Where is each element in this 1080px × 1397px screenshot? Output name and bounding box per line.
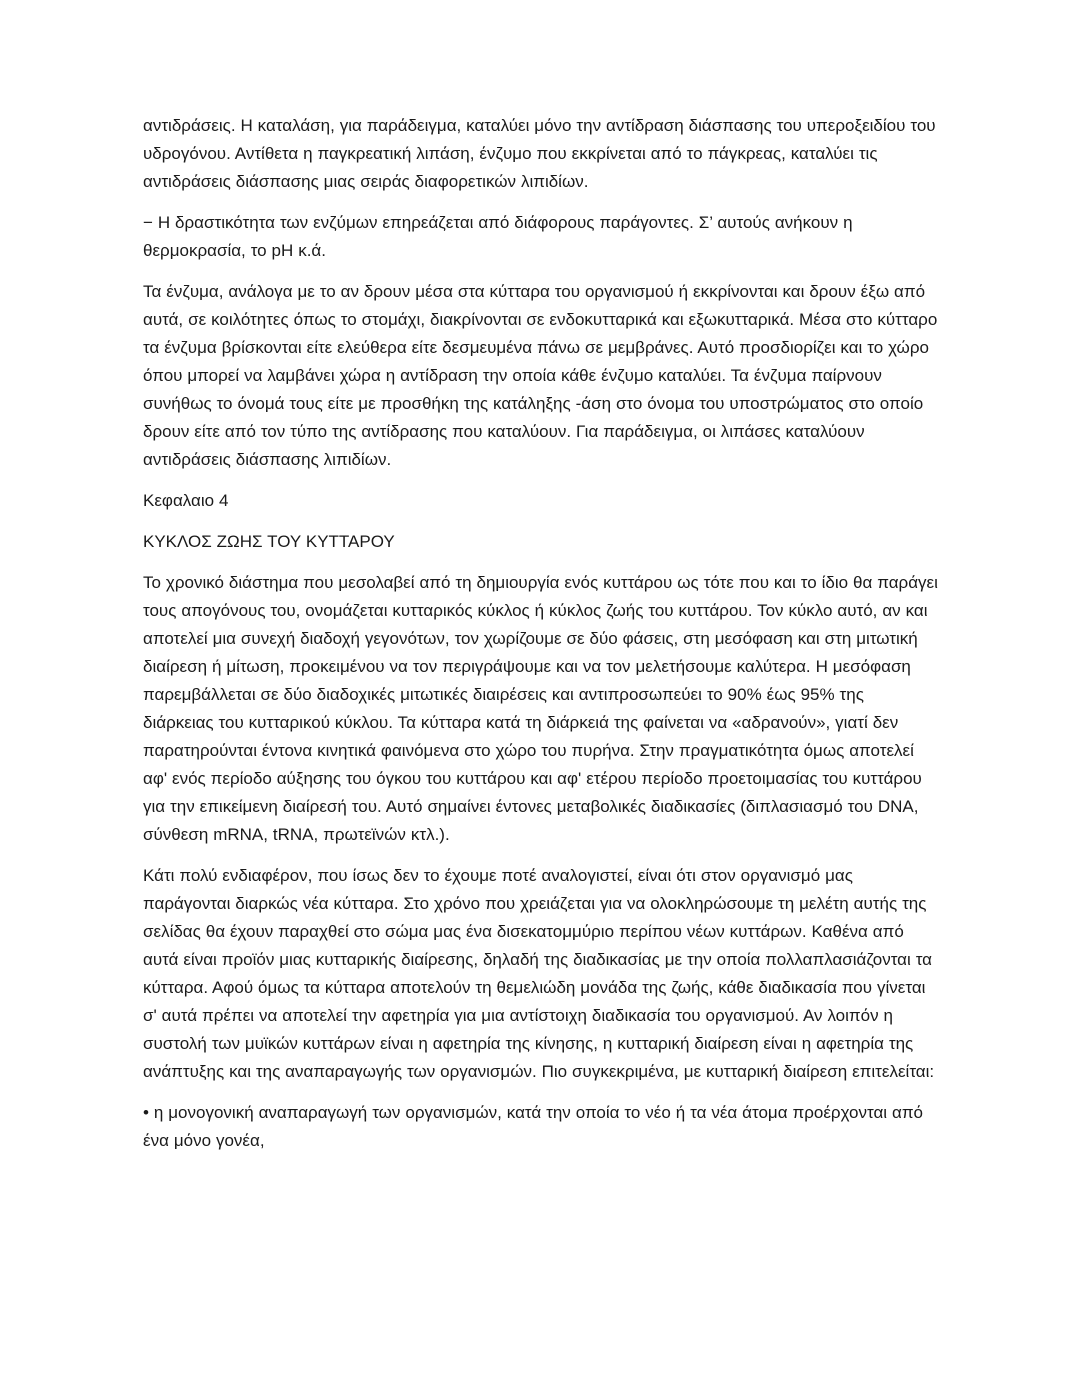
section-title-cell-life-cycle: ΚΥΚΛΟΣ ΖΩΗΣ ΤΟΥ ΚΥΤΤΑΡΟΥ <box>143 532 395 551</box>
paragraph-catalase-lipase: αντιδράσεις. Η καταλάση, για παράδειγμα, καταλύει μόνο την αντίδραση διάσπασης του υπεροξειδίου του υδρογόνου. Αντίθετα η παγκρεατική λιπάση, ένζυμο που εκκρίνεται από το πάγκρεας, καταλύει τις αντιδράσεις διάσπασης μιας σειράς διαφορετικών λιπιδίων. <box>143 116 936 191</box>
bullet-monogonic-reproduction: • η μονογονική αναπαραγωγή των οργανισμών, κατά την οποία το νέο ή τα νέα άτομα προέρχονται από ένα μόνο γονέα, <box>143 1103 924 1150</box>
paragraph-enzyme-activity-factors: − Η δραστικότητα των ενζύμων επηρεάζεται από διάφορους παράγοντες. Σ’ αυτούς ανήκουν η θερμοκρασία, το pH κ.ά. <box>143 213 853 260</box>
paragraph-enzyme-location-naming: Τα ένζυμα, ανάλογα με το αν δρουν μέσα στα κύτταρα του οργανισμού ή εκκρίνονται και δρουν έξω από αυτά, σε κοιλότητες όπως το στομάχι, διακρίνονται σε ενδοκυτταρικά και εξωκυτταρικά. Μέσα στο κύτταρο τα ένζυμα βρίσκονται είτε ελεύθερα είτε δεσμευμένα πάνω σε μεμβράνες. Αυτό προσδιορίζει και το χώρο όπου μπορεί να λαμβάνει χώρα η αντίδραση την οποία κάθε ένζυμο καταλύει. Τα ένζυμα παίρνουν συνήθως το όνομά τους είτε με προσθήκη της κατάληξης -άση στο όνομα του υποστρώματος στο οποίο δρουν είτε από τον τύπο της αντίδρασης που καταλύουν. Για παράδειγμα, οι λιπάσες καταλύουν αντιδράσεις διάσπασης λιπιδίων. <box>143 282 938 469</box>
paragraph-cell-cycle-phases: Το χρονικό διάστημα που μεσολαβεί από τη δημιουργία ενός κυττάρου ως τότε που και το ίδιο θα παράγει τους απογόνους του, ονομάζεται κυτταρικός κύκλος ή κύκλος ζωής του κυττάρου. Τον κύκλο αυτό, αν και αποτελεί μια συνεχή διαδοχή γεγονότων, τον χωρίζουμε σε δύο φάσεις, στη μεσόφαση και στη μιτωτική διαίρεση ή μίτωση, προκειμένου να τον περιγράψουμε και να τον μελετήσουμε καλύτερα. Η μεσόφαση παρεμβάλλεται σε δύο διαδοχικές μιτωτικές διαιρέσεις και αντιπροσωπεύει το 90% έως 95% της διάρκειας του κυτταρικού κύκλου. Τα κύτταρα κατά τη διάρκειά της φαίνεται να «αδρανούν», γιατί δεν παρατηρούνται έντονα κινητικά φαινόμενα στο χώρο του πυρήνα. Στην πραγματικότητα όμως αποτελεί αφ' ενός περίοδο αύξησης του όγκου του κυττάρου και αφ' ετέρου περίοδο προετοιμασίας του κυττάρου για την επικείμενη διαίρεσή του. Αυτό σημαίνει έντονες μεταβολικές διαδικασίες (διπλασιασμό του DNA, σύνθεση mRNA, tRNA, πρωτεϊνών κτλ.). <box>143 573 938 844</box>
paragraph-new-cells-production: Κάτι πολύ ενδιαφέρον, που ίσως δεν το έχουμε ποτέ αναλογιστεί, είναι ότι στον οργανισμό μας παράγονται διαρκώς νέα κύτταρα. Στο χρόνο που χρειάζεται για να ολοκληρώσουμε τη μελέτη αυτής της σελίδας θα έχουν παραχθεί στο σώμα μας ένα δισεκατομμύριο περίπου νέων κυττάρων. Καθένα από αυτά είναι προϊόν μιας κυτταρικής διαίρεσης, δηλαδή της διαδικασίας με την οποία πολλαπλασιάζονται τα κύτταρα. Αφού όμως τα κύτταρα αποτελούν τη θεμελιώδη μονάδα της ζωής, κάθε διαδικασία που γίνεται σ' αυτά πρέπει να αποτελεί την αφετηρία για μια αντίστοιχη διαδικασία του οργανισμού. Αν λοιπόν η συστολή των μυϊκών κυττάρων είναι η αφετηρία της κίνησης, η κυτταρική διαίρεση είναι η αφετηρία της ανάπτυξης και της αναπαραγωγής των οργανισμών. Πιο συγκεκριμένα, με κυτταρική διαίρεση επιτελείται: <box>143 866 935 1081</box>
chapter-label: Κεφαλαιο 4 <box>143 491 229 510</box>
